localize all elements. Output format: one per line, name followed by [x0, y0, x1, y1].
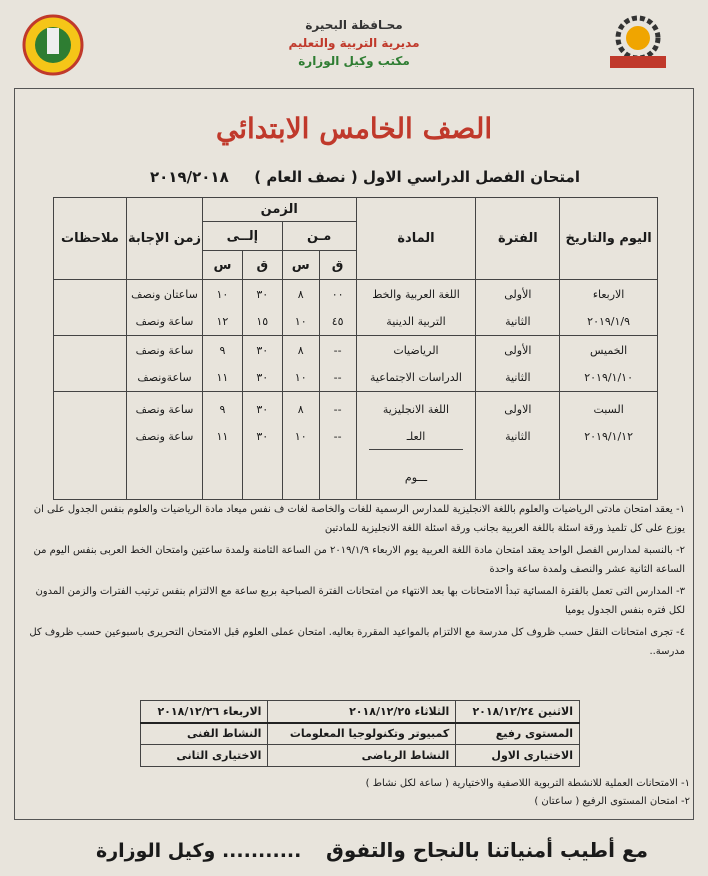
closing-banner: [0, 830, 708, 876]
subject-cell: [356, 336, 476, 392]
subject-cell: [356, 280, 476, 336]
activity-subject: الاختيارى الثانى: [141, 745, 268, 767]
ministry-logo-icon: [602, 12, 674, 78]
page-title: الصف الخامس الابتدائي: [215, 112, 493, 145]
to-minute: ٣٠: [256, 370, 269, 384]
to-minute: ٣٠: [256, 343, 269, 357]
exam-date: ٢٠١٩/١/١٠: [584, 370, 633, 384]
schedule-table: [53, 197, 658, 500]
to-hour: ٩: [219, 403, 226, 416]
from-minute: --: [333, 430, 342, 443]
from-minute: --: [333, 370, 342, 384]
table-row: [141, 745, 580, 767]
activity-subject: النشاط الرياضى: [268, 745, 456, 767]
period-cell: [476, 336, 560, 392]
from-hour: ٨: [297, 403, 304, 416]
activity-date: الثلاثاء ٢٠١٨/١٢/٢٥: [268, 701, 456, 723]
header: [0, 10, 708, 85]
period: الأولى: [504, 287, 532, 301]
from-minute-cell: [319, 336, 356, 392]
note-item: ٤- تجرى امتحانات النقل حسب ظروف كل مدرسة مع الالتزام بالمواعيد المقررة بعاليه. امتحان عملى العلوم قبل الامتحان التحريرى باسبوعين حسب ظروف كل مدرسة..: [29, 627, 685, 657]
notes-cell: [54, 336, 127, 392]
to-hour-cell: [202, 280, 242, 336]
table-row: [54, 392, 658, 500]
header-from: مـن: [282, 222, 356, 251]
period-cell: [476, 280, 560, 336]
table-row: [54, 336, 658, 392]
subject-continued: ـــوم: [404, 471, 428, 484]
header-day-date: اليوم والتاريخ: [560, 198, 658, 280]
period: الثانية: [505, 370, 531, 384]
duration: ساعة ونصف: [135, 430, 194, 443]
header-text: [254, 16, 454, 70]
academic-year: ٢٠١٩/٢٠١٨: [150, 168, 229, 186]
day-name: السبت: [593, 403, 624, 416]
subject: اللغة الانجليزية: [382, 403, 450, 416]
from-hour: ١٠: [294, 314, 307, 328]
from-minute-cell: [319, 280, 356, 336]
period: الأولى: [504, 343, 532, 357]
activity-subject: المستوى رفيع: [456, 723, 580, 745]
duration: ساعةونصف: [137, 370, 192, 384]
table-row: [54, 280, 658, 336]
duration: ساعتان ونصف: [131, 287, 198, 301]
from-minute: --: [333, 343, 342, 357]
day-date-cell: [560, 336, 658, 392]
footnote-item: ٢- امتحان المستوى الرفيع ( ساعتان ): [534, 796, 690, 807]
footnotes: [20, 775, 690, 811]
period: الاولى: [504, 403, 532, 416]
header-time: الزمن: [202, 198, 356, 222]
to-minute: ٣٠: [256, 287, 269, 301]
to-hour: ١١: [216, 430, 229, 443]
office-name: مكتب وكيل الوزارة: [298, 54, 410, 68]
from-hour: ١٠: [294, 370, 307, 384]
period: الثانية: [505, 430, 531, 443]
note-item: ٣- المدارس التى تعمل بالفترة المسائية تبدأ الامتحانات بها بعد الانتهاء من امتحانات الفترة الصباحية بربع ساعة مع الالتزام بنفس ترتيب الفترات والزمن المدون لكل فتره بنفس الجدول يوميا: [35, 586, 685, 616]
to-minute-cell: [242, 280, 282, 336]
header-from-hour: س: [282, 251, 319, 280]
to-hour: ١٢: [216, 314, 229, 328]
directorate-name: مديرية التربية والتعليم: [288, 36, 420, 50]
duration: ساعة ونصف: [135, 403, 194, 416]
notes-cell: [54, 392, 127, 500]
exam-date: ٢٠١٩/١/٩: [587, 314, 631, 328]
notes-cell: [54, 280, 127, 336]
closing-wish: مع أطيب أمنياتنا بالنجاح والتفوق: [326, 838, 648, 862]
notes-section: [20, 500, 685, 664]
duration-cell: [127, 280, 203, 336]
from-hour: ٨: [297, 343, 304, 357]
from-hour-cell: [282, 336, 319, 392]
table-row: [141, 701, 580, 723]
from-hour: ٨: [297, 287, 304, 301]
to-hour-cell: [202, 392, 242, 500]
from-hour: ١٠: [294, 430, 307, 443]
from-minute: ٤٥: [331, 314, 344, 328]
from-minute: ٠٠: [331, 287, 344, 301]
header-to: إلــى: [202, 222, 282, 251]
exam-name: امتحان الفصل الدراسي الاول ( نصف العام ): [254, 168, 580, 186]
from-hour-cell: [282, 280, 319, 336]
header-to-minute: ق: [242, 251, 282, 280]
activity-subject: النشاط الفنى: [141, 723, 268, 745]
duration-cell: [127, 336, 203, 392]
to-hour-cell: [202, 336, 242, 392]
to-minute: ١٥: [256, 314, 269, 328]
to-minute-cell: [242, 336, 282, 392]
governorate-name: محـافظة البحيرة: [305, 18, 403, 32]
governorate-logo-icon: [22, 14, 84, 76]
from-minute-cell: [319, 392, 356, 500]
activity-subject: كمبيوتر وتكنولوجيا المعلومات: [268, 723, 456, 745]
duration: ساعة ونصف: [135, 343, 194, 357]
footnote-item: ١- الامتحانات العملية للانشطة التربوية اللاصفية والاختيارية ( ساعة لكل نشاط ): [365, 778, 690, 789]
activity-date: الاثنين ٢٠١٨/١٢/٢٤: [456, 701, 580, 723]
period-cell: [476, 392, 560, 500]
subject: اللغة العربية والخط: [372, 287, 460, 301]
note-item: ١- يعقد امتحان مادتى الرياضيات والعلوم باللغة الانجليزية للمدارس الرسمية للغات والخاصة لغات ف نفس ميعاد مادة الرياضيات والعلوم بنفس الجدول على ان يوزع على كل تلميذ ورقة اسئلة باللغة العربية بجانب ورقة اسئلة اللغة الانجليزية للمادتين: [33, 504, 685, 534]
to-minute-cell: [242, 392, 282, 500]
activity-subject: الاختيارى الاول: [456, 745, 580, 767]
header-notes: ملاحظات: [54, 198, 127, 280]
day-name: الاربعاء: [592, 287, 625, 301]
subject: العلـ: [369, 423, 464, 450]
subject: الدراسات الاجتماعية: [370, 370, 462, 384]
subject: الرياضيات: [393, 343, 439, 357]
header-answer-time: زمن الإجابة: [127, 198, 203, 280]
day-name: الخميس: [590, 343, 628, 357]
duration-cell: [127, 392, 203, 500]
to-minute: ٣٠: [256, 403, 269, 416]
header-from-minute: ق: [319, 251, 356, 280]
subject-cell: [356, 392, 476, 500]
note-item: ٢- بالنسبة لمدارس الفصل الواحد يعقد امتحان مادة اللغة العربية يوم الاربعاء ٢٠١٩/١/٩ من الساعة الثامنة ولمدة ساعتين وامتحان الخط العربى بنفس اليوم من الساعة الثانية عشر والنصف ولمدة ساعة واحدة: [33, 545, 685, 575]
to-hour: ١١: [216, 370, 229, 384]
subject: التربية الدينية: [386, 314, 446, 328]
header-period: الفترة: [476, 198, 560, 280]
activity-date: الاربعاء ٢٠١٨/١٢/٢٦: [141, 701, 268, 723]
closing-signature: ........... وكيل الوزارة: [96, 840, 302, 862]
exam-date: ٢٠١٩/١/١٢: [584, 430, 633, 443]
day-date-cell: [560, 392, 658, 500]
to-hour: ١٠: [216, 287, 229, 301]
from-hour-cell: [282, 392, 319, 500]
activities-table: [140, 700, 580, 767]
duration: ساعة ونصف: [135, 314, 194, 328]
period: الثانية: [505, 314, 531, 328]
header-to-hour: س: [202, 251, 242, 280]
table-row: [141, 723, 580, 745]
to-hour: ٩: [219, 343, 226, 357]
to-minute: ٣٠: [256, 430, 269, 443]
from-minute: --: [333, 403, 342, 416]
day-date-cell: [560, 280, 658, 336]
header-subject: المادة: [356, 198, 476, 280]
